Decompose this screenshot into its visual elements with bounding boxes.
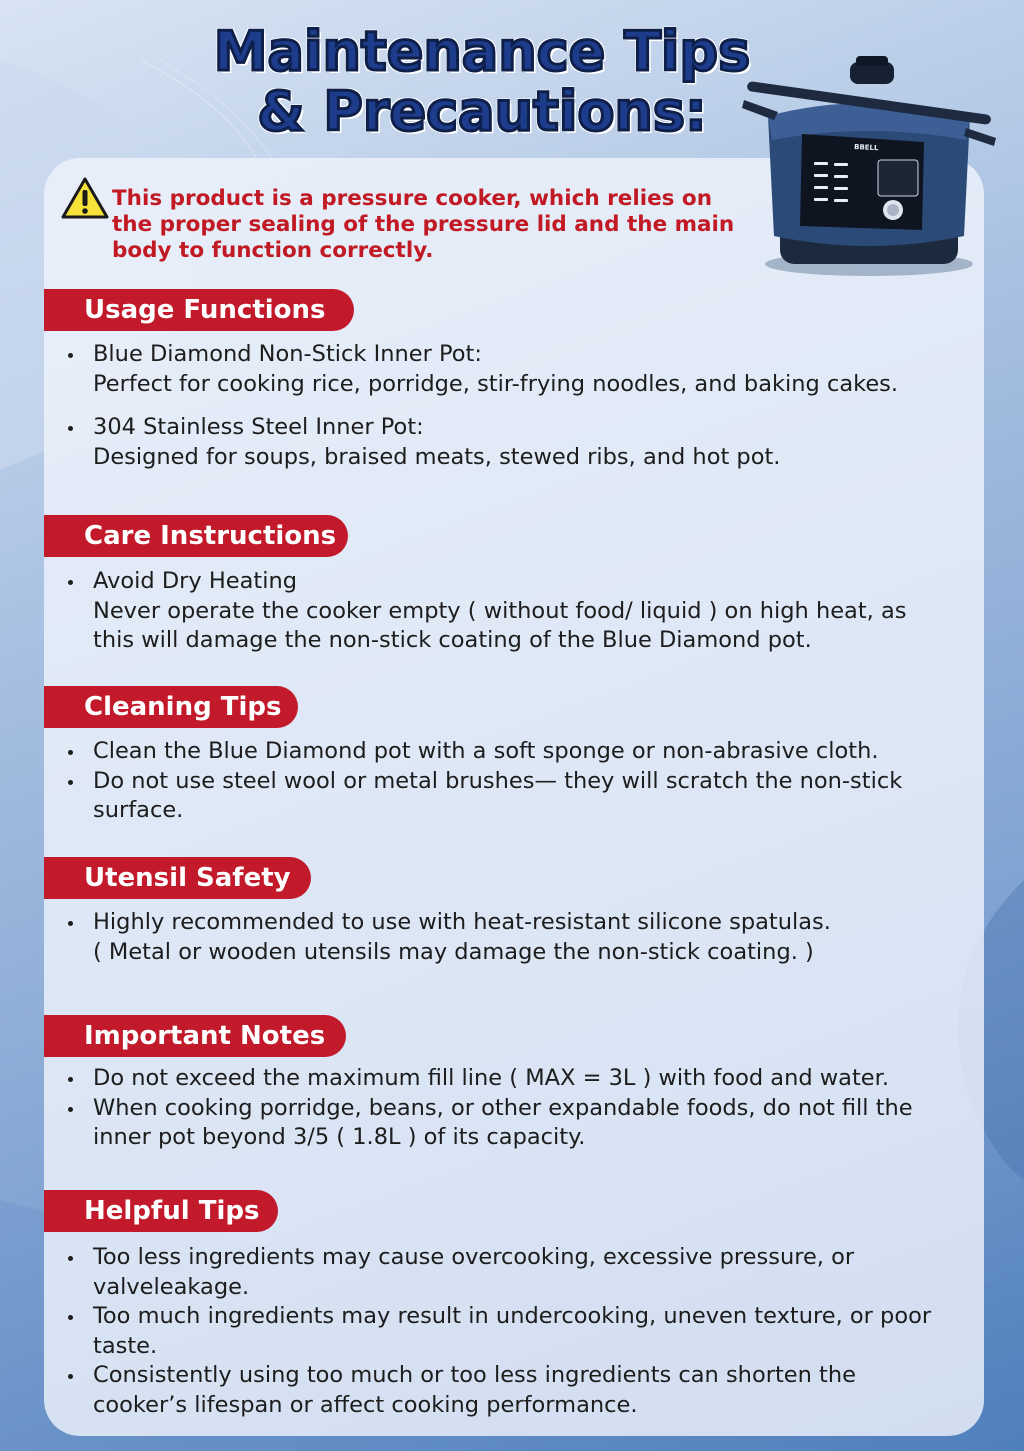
section-heading-cleaning-tips: Cleaning Tips — [44, 686, 298, 728]
list-item — [62, 413, 942, 472]
important-notes-list — [62, 1064, 942, 1153]
page-title-line1: Maintenance Tips — [213, 20, 751, 83]
helpful-tips-list — [62, 1243, 942, 1420]
item-heading: Blue Diamond Non-Stick Inner Pot: — [93, 341, 482, 367]
list-item — [62, 340, 942, 399]
list-item: Do not use steel wool or metal brushes— they will scratch the non-stick surface. — [62, 767, 942, 826]
item-heading: Avoid Dry Heating — [93, 568, 298, 594]
item-heading: 304 Stainless Steel Inner Pot: — [93, 414, 424, 440]
item-detail: ( Metal or wooden utensils may damage the non-stick coating. ) — [93, 938, 814, 965]
brand-label: BBELL — [853, 143, 879, 153]
list-item: When cooking porridge, beans, or other expandable foods, do not fill the inner pot beyond 3/5 ( 1.8L ) of its capacity. — [62, 1094, 942, 1153]
list-item: Do not exceed the maximum fill line ( MAX = 3L ) with food and water. — [62, 1064, 942, 1094]
section-heading-important-notes: Important Notes — [44, 1015, 346, 1057]
item-detail: Perfect for cooking rice, porridge, stir-frying noodles, and baking cakes. — [93, 370, 899, 397]
item-detail: Designed for soups, braised meats, stewed ribs, and hot pot. — [93, 443, 781, 470]
list-item: Consistently using too much or too less ingredients can shorten the cooker’s lifespan or affect cooking performance. — [62, 1361, 942, 1420]
item-heading: Highly recommended to use with heat-resistant silicone spatulas. — [93, 909, 831, 935]
list-item — [62, 908, 942, 967]
section-heading-usage-functions: Usage Functions — [44, 289, 354, 331]
care-instructions-list — [62, 567, 942, 656]
item-detail: Never operate the cooker empty ( without food/ liquid ) on high heat, as this will damage the non-stick coating of the Blue Diamond pot. — [93, 597, 907, 653]
list-item: Too less ingredients may cause overcooking, excessive pressure, or valveleakage. — [62, 1243, 942, 1302]
cleaning-tips-list — [62, 737, 942, 826]
list-item: Clean the Blue Diamond pot with a soft sponge or non-abrasive cloth. — [62, 737, 942, 767]
warning-triangle-icon — [60, 176, 110, 220]
pressure-cooker-image — [738, 50, 1000, 282]
usage-functions-list — [62, 340, 942, 472]
list-item: Too much ingredients may result in undercooking, uneven texture, or poor taste. — [62, 1302, 942, 1361]
list-item — [62, 567, 942, 656]
warning-message: This product is a pressure cooker, which relies on the proper sealing of the pressure lid and the main body to function correctly. — [112, 186, 735, 263]
section-heading-utensil-safety: Utensil Safety — [44, 857, 311, 899]
section-heading-care-instructions: Care Instructions — [44, 515, 348, 557]
utensil-safety-list — [62, 908, 942, 967]
section-heading-helpful-tips: Helpful Tips — [44, 1190, 278, 1232]
page-title-line2: & Precautions: — [257, 80, 707, 143]
